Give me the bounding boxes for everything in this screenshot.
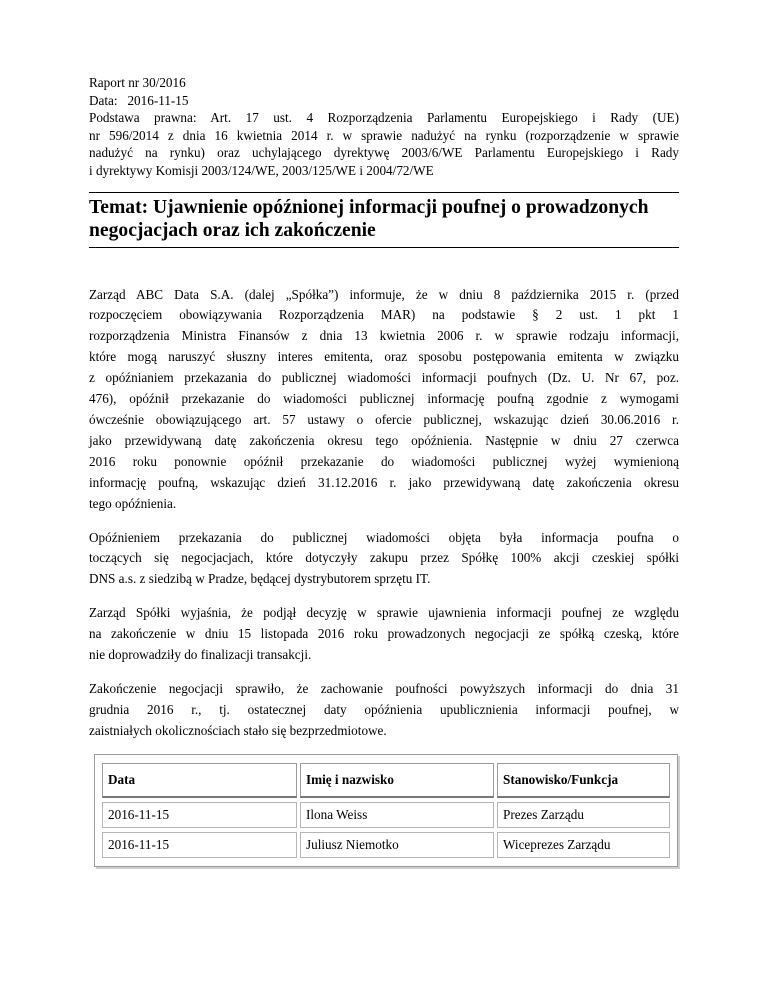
paragraph-line: Zarząd ABC Data S.A. (dalej „Spółka”) informuje, że w dniu 8 października 2015 r. (przed	[89, 286, 679, 302]
paragraph-line: 476), opóźnił przekazanie do wiadomości publicznej informację poufną zgodnie z wymogami	[89, 391, 679, 407]
subject-title-line: negocjacjach oraz ich zakończenie	[89, 220, 376, 242]
cell-position: Prezes Zarządu	[497, 802, 670, 828]
cell-position: Wiceprezes Zarządu	[497, 832, 670, 858]
report-page	[89, 74, 679, 755]
report-number: Raport nr 30/2016	[89, 75, 186, 90]
column-header-name: Imię i nazwisko	[300, 763, 494, 798]
paragraph-line: rozporządzenia Ministra Finansów z dnia 13 kwietnia 2006 r. w sprawie rodzaju informacji,	[89, 328, 679, 344]
paragraph-line: ówcześnie obowiązującego art. 57 ustawy o ofercie publicznej, wskazując dzień 30.06.2016 r.	[89, 412, 679, 427]
paragraph-line: Opóźnieniem przekazania do publicznej wiadomości objęta była informacja poufna o	[89, 529, 679, 545]
subject-title	[89, 196, 679, 243]
signatures-table	[99, 759, 673, 862]
cell-name: Ilona Weiss	[300, 802, 494, 828]
report-header	[89, 74, 679, 180]
paragraph-line: grudnia 2016 r., tj. ostatecznej daty opóźnienia upublicznienia informacji poufnej, w	[89, 701, 679, 717]
paragraph-line: jako przewidywaną datę zakończenia okresu tego opóźnienia. Następnie w dniu 27 czerwca	[89, 432, 679, 448]
legal-basis-line: i dyrektywy Komisji 2003/124/WE, 2003/125/WE i 2004/72/WE	[89, 162, 434, 178]
paragraph-line: na zakończenie w dniu 15 listopada 2016 roku prowadzonych negocjacji ze spółką czeską, które	[89, 626, 679, 642]
column-header-date: Data	[102, 763, 297, 798]
body-paragraph	[89, 603, 679, 666]
legal-basis-line: nadużyć na rynku) oraz uchylającego dyrektywę 2003/6/WE Parlamentu Europejskiego i Rady	[89, 145, 679, 161]
cell-date: 2016-11-15	[102, 832, 297, 858]
cell-date: 2016-11-15	[102, 802, 297, 828]
table-header-row	[102, 763, 670, 798]
column-header-position: Stanowisko/Funkcja	[497, 763, 670, 798]
paragraph-line: 2016 roku ponownie opóźnił przekazanie do wiadomości publicznej wyżej wymienioną	[89, 453, 679, 469]
paragraph-line: które mogą naruszyć słuszny interes emitenta, oraz sposobu postępowania emitenta w związku	[89, 349, 679, 365]
table-row	[102, 832, 670, 858]
report-body	[89, 285, 679, 742]
body-paragraph	[89, 285, 679, 515]
paragraph-line: informację poufną, wskazując dzień 31.12.2016 r. jako przewidywaną datę zakończenia okresu	[89, 474, 679, 490]
paragraph-line: rozpoczęciem obowiązywania Rozporządzenia MAR) na podstawie § 2 ust. 1 pkt 1	[89, 307, 679, 323]
paragraph-line: Zarząd Spółki wyjaśnia, że podjął decyzję w sprawie ujawnienia informacji poufnej ze względu	[89, 605, 679, 621]
paragraph-line: DNS a.s. z siedzibą w Pradze, będącej dystrybutorem sprzętu IT.	[89, 571, 431, 587]
paragraph-line: Zakończenie negocjacji sprawiło, że zachowanie poufności powyższych informacji do dnia 31	[89, 680, 679, 696]
legal-basis-line: nr 596/2014 z dnia 16 kwietnia 2014 r. w sprawie nadużyć na rynku (rozporządzenie w sprawie	[89, 127, 679, 143]
table-row	[102, 802, 670, 828]
paragraph-line: z opóźnianiem przekazania do publicznej wiadomości informacji poufnych (Dz. U. Nr 67, poz.	[89, 370, 679, 386]
body-paragraph	[89, 528, 679, 591]
paragraph-line: zaistniałych okolicznościach stało się bezprzedmiotowe.	[89, 722, 387, 738]
subject-title-line: Temat: Ujawnienie opóźnionej informacji poufnej o prowadzonych	[89, 196, 649, 218]
body-paragraph	[89, 679, 679, 742]
report-date: Data: 2016-11-15	[89, 92, 189, 108]
legal-basis-line: Podstawa prawna: Art. 17 ust. 4 Rozporządzenia Parlamentu Europejskiego i Rady (UE)	[89, 110, 679, 126]
paragraph-line: nie doprowadziły do finalizacji transakcji.	[89, 647, 312, 663]
paragraph-line: toczących się negocjacjach, które dotyczyły zakupu przez Spółkę 100% akcji czeskiej spółki	[89, 550, 679, 566]
subject-box	[89, 192, 679, 248]
legal-basis	[89, 109, 679, 179]
cell-name: Juliusz Niemotko	[300, 832, 494, 858]
signatures-table-frame	[94, 754, 678, 867]
paragraph-line: tego opóźnienia.	[89, 495, 177, 511]
